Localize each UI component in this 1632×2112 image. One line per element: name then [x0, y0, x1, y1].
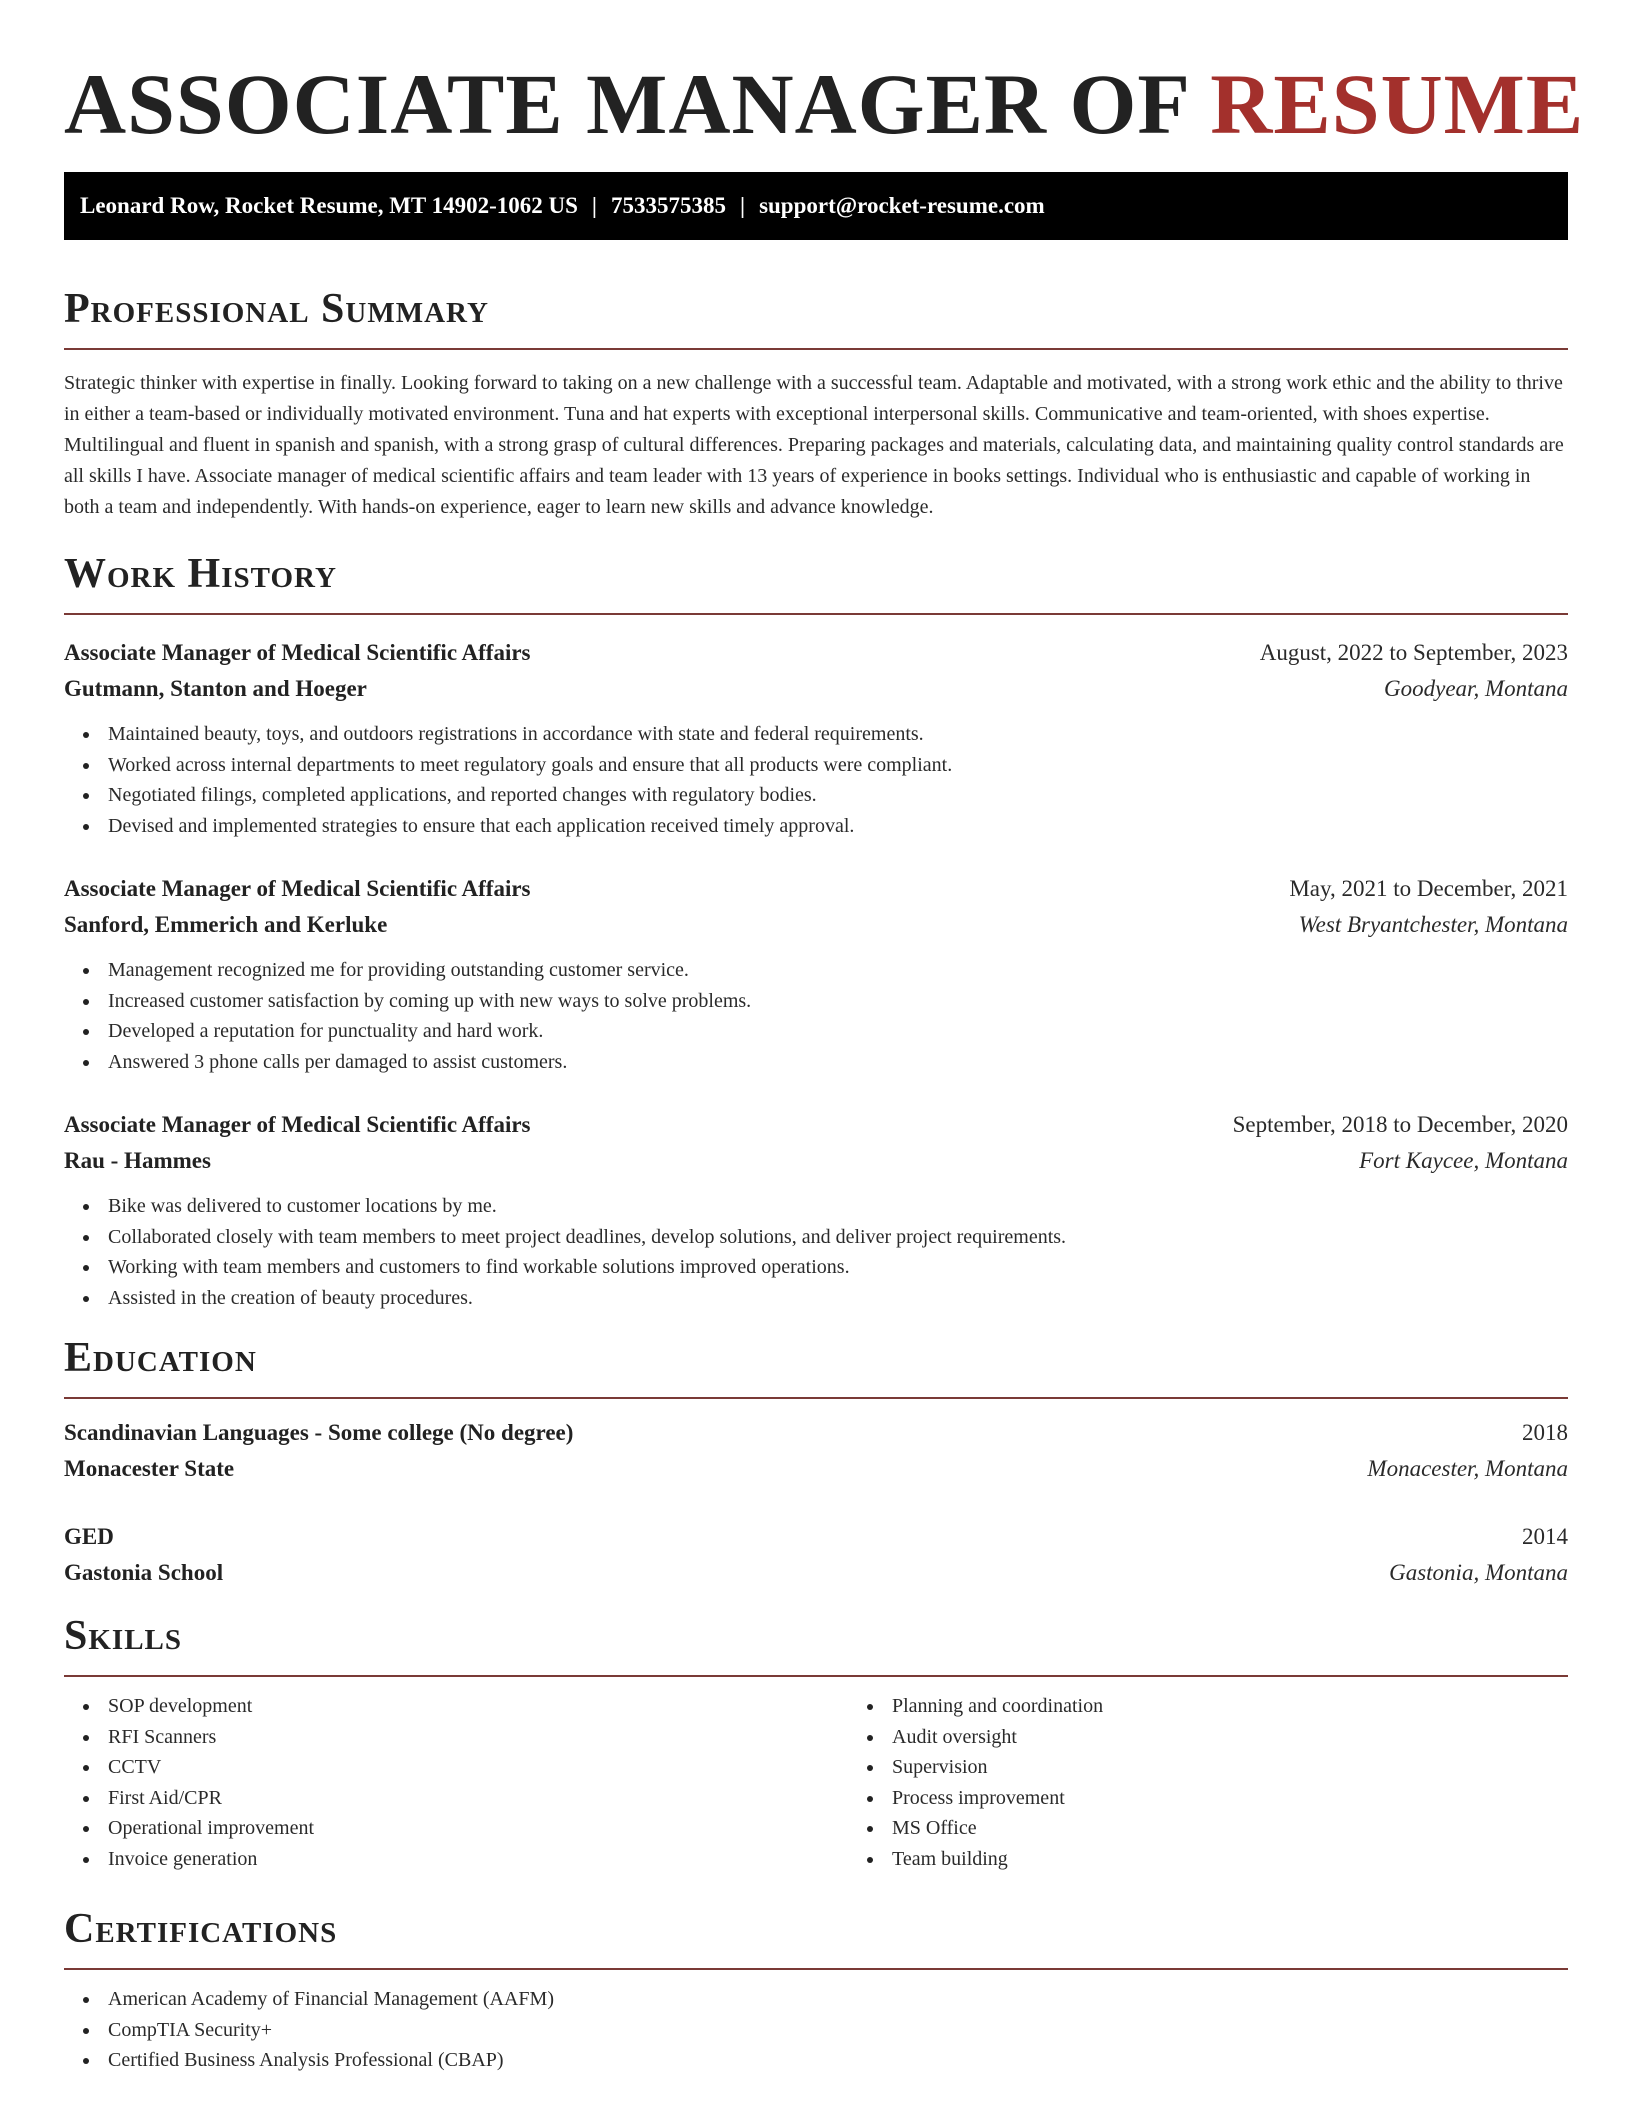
job-bullets — [64, 955, 1568, 1077]
list-item: Planning and coordination — [892, 1691, 1632, 1722]
list-item: Collaborated closely with team members to meet project deadlines, develop solutions, and deliver project requirements. — [108, 1222, 1568, 1253]
contact-bar — [64, 172, 1568, 240]
list-item: Answered 3 phone calls per damaged to assist customers. — [108, 1047, 1568, 1078]
list-item: Working with team members and customers to find workable solutions improved operations. — [108, 1252, 1568, 1283]
list-item: American Academy of Financial Management (AAFM) — [108, 1984, 1568, 2015]
section-divider — [64, 1397, 1568, 1399]
education-degree: GED — [64, 1524, 114, 1549]
certifications-section — [64, 1904, 1568, 2076]
job-dates: August, 2022 to September, 2023 — [1259, 640, 1568, 665]
job-title: Associate Manager of Medical Scientific Affairs — [64, 876, 531, 901]
summary-text: Strategic thinker with expertise in finally. Looking forward to taking on a new challenge with a successful team. Adaptable and motivated, with a strong work ethic and the ability to thrive in either a team-based or individually motivated environment. Tuna and hat experts with exceptional interpersonal skills. Communicative and team-oriented, with shoes expertise. Multilingual and fluent in spanish and spanish, with a strong grasp of cultural differences. Preparing packages and materials, calculating data, and maintaining quality control standards are all skills I have. Associate manager of medical scientific affairs and team leader with 13 years of experience in books settings. Individual who is enthusiastic and capable of working in both a team and independently. With hands-on experience, eager to learn new skills and advance knowledge. — [64, 372, 1564, 518]
list-item: Team building — [892, 1844, 1632, 1875]
title-main: ASSOCIATE MANAGER OF — [64, 56, 1188, 152]
job-dates: May, 2021 to December, 2021 — [1289, 876, 1568, 901]
list-item: Management recognized me for providing outstanding customer service. — [108, 955, 1568, 986]
section-heading-summary: Professional Summary — [64, 286, 489, 332]
skills-list-right — [848, 1691, 1632, 1874]
section-divider — [64, 1675, 1568, 1677]
job-location: Goodyear, Montana — [1384, 676, 1568, 701]
list-item: Devised and implemented strategies to ensure that each application received timely approval. — [108, 811, 1568, 842]
list-item: Developed a reputation for punctuality and hard work. — [108, 1016, 1568, 1047]
list-item: Bike was delivered to customer locations by me. — [108, 1191, 1568, 1222]
job-location: West Bryantchester, Montana — [1298, 912, 1568, 937]
resume-title — [64, 0, 1585, 152]
section-heading-education: Education — [64, 1335, 257, 1381]
contact-separator: | — [591, 193, 597, 218]
list-item: Audit oversight — [892, 1722, 1632, 1753]
list-item: RFI Scanners — [108, 1722, 848, 1753]
job-entry — [64, 635, 1568, 841]
education-school: Monacester State — [64, 1456, 235, 1481]
list-item: Supervision — [892, 1752, 1632, 1783]
job-dates: September, 2018 to December, 2020 — [1232, 1112, 1568, 1137]
section-divider — [64, 1968, 1568, 1970]
education-year: 2018 — [1522, 1420, 1568, 1445]
skills-list-left — [64, 1691, 848, 1874]
job-entry — [64, 1107, 1568, 1313]
education-entry — [64, 1519, 1568, 1591]
list-item: Worked across internal departments to meet regulatory goals and ensure that all products were compliant. — [108, 750, 1568, 781]
list-item: SOP development — [108, 1691, 848, 1722]
work-history-section — [64, 549, 1568, 1313]
list-item: Operational improvement — [108, 1813, 848, 1844]
list-item: Invoice generation — [108, 1844, 848, 1875]
education-year: 2014 — [1522, 1524, 1568, 1549]
job-company: Rau - Hammes — [64, 1148, 211, 1173]
list-item: Certified Business Analysis Professional (CBAP) — [108, 2045, 1568, 2076]
list-item: CCTV — [108, 1752, 848, 1783]
education-school: Gastonia School — [64, 1560, 224, 1585]
education-degree: Scandinavian Languages - Some college (No degree) — [64, 1420, 574, 1445]
section-heading-skills: Skills — [64, 1613, 183, 1659]
job-company: Sanford, Emmerich and Kerluke — [64, 912, 388, 937]
job-title: Associate Manager of Medical Scientific Affairs — [64, 1112, 531, 1137]
contact-phone[interactable]: 7533575385 — [610, 193, 726, 218]
skills-section — [64, 1611, 1568, 1874]
education-section — [64, 1333, 1568, 1591]
job-location: Fort Kaycee, Montana — [1359, 1148, 1568, 1173]
job-title: Associate Manager of Medical Scientific Affairs — [64, 640, 531, 665]
list-item: MS Office — [892, 1813, 1632, 1844]
title-accent: RESUME — [1210, 56, 1585, 152]
education-location: Gastonia, Montana — [1389, 1560, 1568, 1585]
list-item: Assisted in the creation of beauty procedures. — [108, 1283, 1568, 1314]
list-item: Maintained beauty, toys, and outdoors registrations in accordance with state and federal requirements. — [108, 719, 1568, 750]
contact-email[interactable]: support@rocket-resume.com — [759, 193, 1045, 218]
certifications-list — [64, 1984, 1568, 2076]
skills-grid — [64, 1685, 1568, 1874]
section-heading-certifications: Certifications — [64, 1906, 338, 1952]
job-company: Gutmann, Stanton and Hoeger — [64, 676, 367, 701]
contact-separator: | — [739, 193, 746, 218]
section-divider — [64, 613, 1568, 615]
list-item: CompTIA Security+ — [108, 2015, 1568, 2046]
section-divider — [64, 348, 1568, 350]
list-item: Negotiated filings, completed applications, and reported changes with regulatory bodies. — [108, 780, 1568, 811]
education-entry — [64, 1415, 1568, 1487]
list-item: First Aid/CPR — [108, 1783, 848, 1814]
professional-summary-section — [64, 284, 1568, 523]
list-item: Process improvement — [892, 1783, 1632, 1814]
education-location: Monacester, Montana — [1367, 1456, 1568, 1481]
section-heading-work: Work History — [64, 551, 337, 597]
job-entry — [64, 871, 1568, 1077]
list-item: Increased customer satisfaction by coming up with new ways to solve problems. — [108, 986, 1568, 1017]
contact-address: Leonard Row, Rocket Resume, MT 14902-1062 US — [80, 193, 578, 218]
job-bullets — [64, 719, 1568, 841]
job-bullets — [64, 1191, 1568, 1313]
